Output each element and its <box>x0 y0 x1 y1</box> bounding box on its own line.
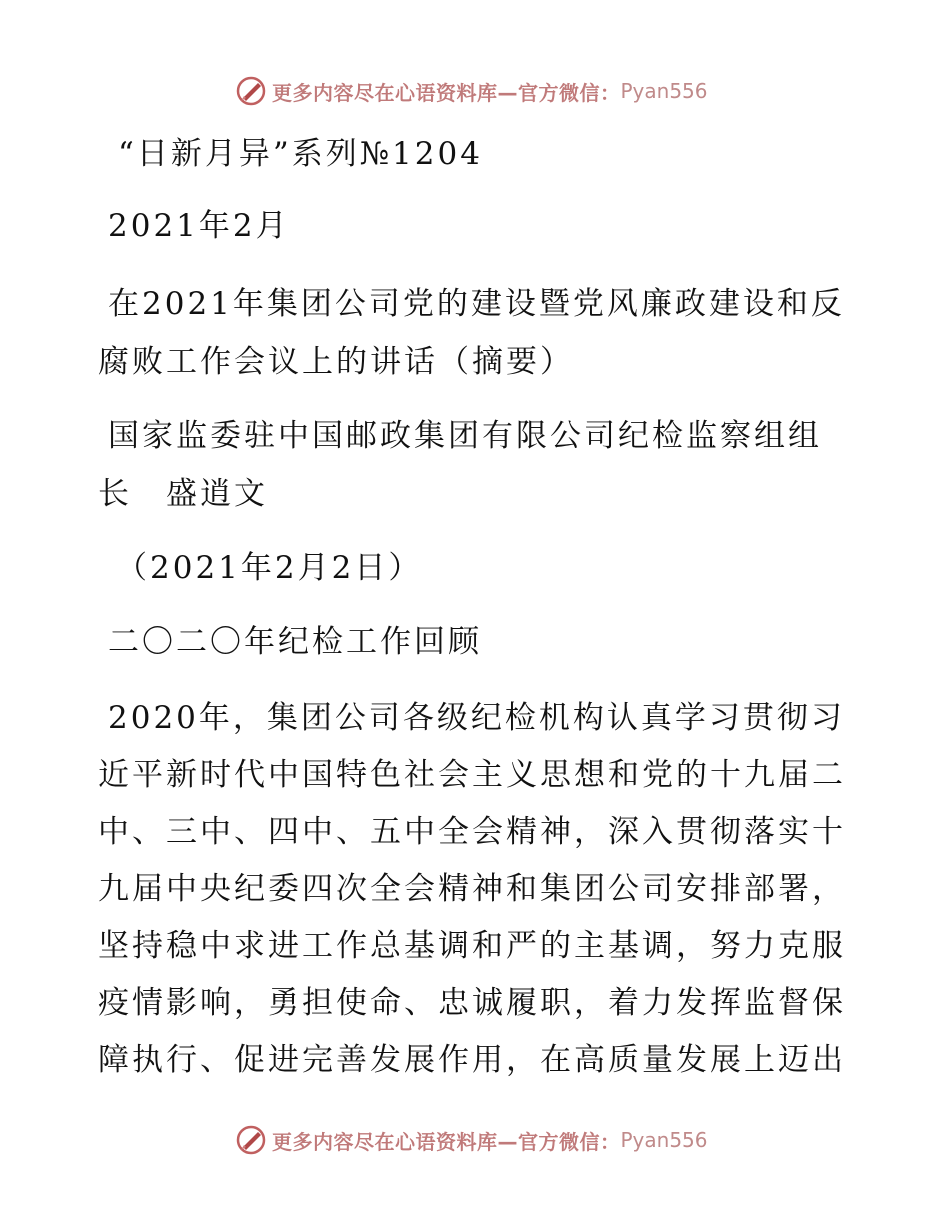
speech-title-line-1: 在2021年集团公司党的建设暨党风廉政建设和反 <box>108 286 845 322</box>
watermark-footer <box>234 1120 754 1160</box>
body-line: 2020年，集团公司各级纪检机构认真学习贯彻习 <box>108 700 845 736</box>
author-line-2: 长 盛逍文 <box>98 476 268 512</box>
watermark-wechat: Pyan556 <box>620 1128 708 1152</box>
brush-logo-icon <box>234 1123 268 1157</box>
speech-date: （2021年2月2日） <box>116 550 423 586</box>
watermark-wechat: Pyan556 <box>620 79 708 103</box>
body-line: 中、三中、四中、五中全会精神，深入贯彻落实十 <box>98 814 846 850</box>
body-line: 近平新时代中国特色社会主义思想和党的十九届二 <box>98 757 846 793</box>
section-heading: 二〇二〇年纪检工作回顾 <box>108 624 482 660</box>
watermark-text: 更多内容尽在心语资料库—官方微信： <box>272 80 621 105</box>
body-line: 坚持稳中求进工作总基调和严的主基调，努力克服 <box>98 928 846 964</box>
author-line-1: 国家监委驻中国邮政集团有限公司纪检监察组组 <box>108 418 822 454</box>
body-line: 疫情影响，勇担使命、忠诚履职，着力发挥监督保 <box>98 985 846 1021</box>
brush-logo-icon <box>234 74 268 108</box>
body-line: 障执行、促进完善发展作用，在高质量发展上迈出 <box>98 1042 846 1078</box>
speech-title-line-2: 腐败工作会议上的讲话（摘要） <box>98 344 574 380</box>
body-line: 九届中央纪委四次全会精神和集团公司安排部署， <box>98 871 846 907</box>
document-date: 2021年2月 <box>108 208 290 244</box>
watermark-text: 更多内容尽在心语资料库—官方微信： <box>272 1129 621 1154</box>
series-label: “日新月异”系列№1204 <box>118 136 483 172</box>
watermark-header <box>234 71 754 111</box>
